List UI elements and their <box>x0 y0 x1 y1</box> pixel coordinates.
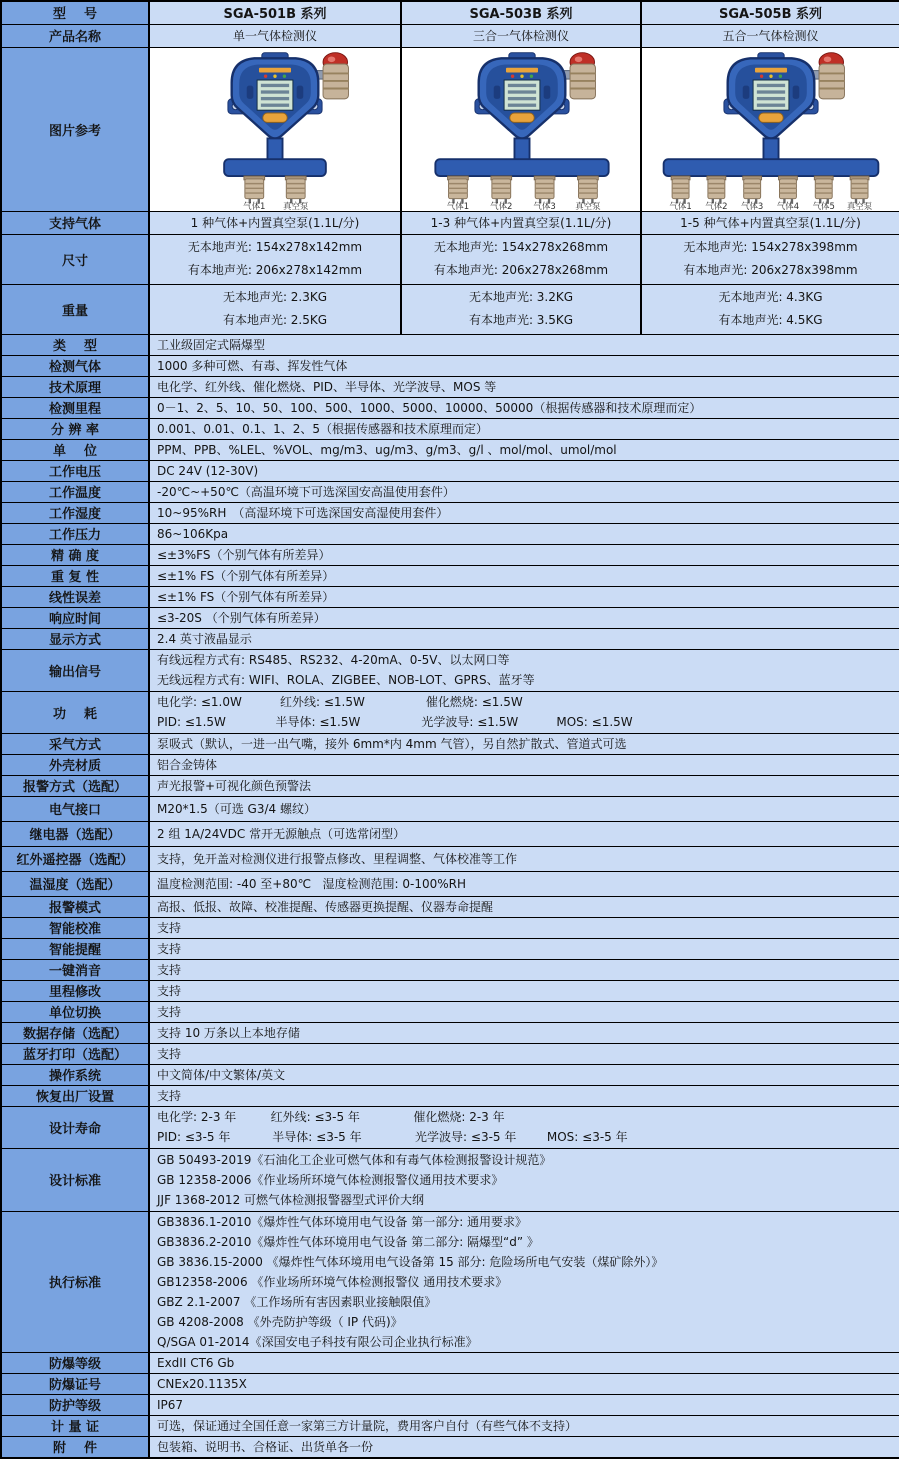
spec-row-repeatability <box>1 565 899 586</box>
spec-row-housing <box>1 754 899 775</box>
spec-row-factory-reset <box>1 1085 899 1106</box>
spec-row-design-life <box>1 1106 899 1148</box>
spec-label: 外壳材质 <box>1 754 149 775</box>
spec-row-units <box>1 439 899 460</box>
size-line: 无本地声光: 154x278x268mm <box>433 240 609 254</box>
spec-value-line: GB 3836.15-2000 《爆炸性气体环境用电气设备第 15 部分: 危险场所电气安装（煤矿除外）》 <box>157 1254 664 1269</box>
spec-value: ≤±3%FS（个别气体有所差异） <box>149 544 899 565</box>
spec-value: ≤±1% FS（个别气体有所差异） <box>149 586 899 607</box>
spec-value: PPM、PPB、%LEL、%VOL、mg/m3、ug/m3、g/m3、g/l 、mol/mol、umol/mol <box>149 439 899 460</box>
spec-value: 可选，保证通过全国任意一家第三方计量院，费用客户自付（有些气体不支持） <box>149 1415 899 1436</box>
spec-label: 温湿度（选配） <box>1 871 149 896</box>
spec-label: 类 型 <box>1 334 149 355</box>
spec-label: 计 量 证 <box>1 1415 149 1436</box>
spec-value: 中文简体/中文繁体/英文 <box>149 1064 899 1085</box>
sensor-label: 真空泵 <box>846 201 872 210</box>
spec-value-line: GBZ 2.1-2007 《工作场所有害因素职业接触限值》 <box>157 1294 437 1309</box>
spec-value: DC 24V (12-30V) <box>149 460 899 481</box>
spec-row-design-standards <box>1 1148 899 1211</box>
spec-value: 泵吸式（默认，一进一出气嘴，接外 6mm*内 4mm 气管），另自然扩散式、管道式可选 <box>149 733 899 754</box>
spec-value: IP67 <box>149 1394 899 1415</box>
spec-label: 防爆证号 <box>1 1373 149 1394</box>
gas-cell-2: 1-3 种气体+内置真空泵(1.1L/分) <box>401 211 641 234</box>
size-line: 有本地声光: 206x278x142mm <box>187 263 363 277</box>
spec-label: 操作系统 <box>1 1064 149 1085</box>
spec-label: 支持气体 <box>1 211 149 234</box>
spec-label: 显示方式 <box>1 628 149 649</box>
spec-label: 防爆等级 <box>1 1352 149 1373</box>
spec-value: 声光报警+可视化颜色预警法 <box>149 775 899 796</box>
spec-row-ir-remote <box>1 846 899 871</box>
spec-value-line: PID: ≤3-5 年 半导体: ≤3-5 年 光学波导: ≤3-5 年 MOS: ≤3-5 年 <box>157 1130 628 1144</box>
spec-value: 支持 <box>149 917 899 938</box>
spec-row-temp <box>1 481 899 502</box>
gas-cell-3: 1-5 种气体+内置真空泵(1.1L/分) <box>641 211 899 234</box>
sensor-label: 气体4 <box>776 201 799 210</box>
spec-value-line: 无线远程方式有: WIFI、ROLA、ZIGBEE、NOB-LOT、GPRS、蓝牙等 <box>157 673 535 687</box>
spec-row-bt-print <box>1 1043 899 1064</box>
product-cell-1: 单一气体检测仪 <box>149 24 401 47</box>
spec-row-sampling <box>1 733 899 754</box>
spec-value: 支持 <box>149 959 899 980</box>
spec-row-range <box>1 397 899 418</box>
spec-row-electrical-port <box>1 796 899 821</box>
spec-row-alarm-modes <box>1 896 899 917</box>
alarm-beacon <box>570 53 595 99</box>
spec-value: 包装箱、说明书、合格证、出货单各一份 <box>149 1436 899 1458</box>
weight-cell-2 <box>401 284 641 334</box>
spec-label: 设计标准 <box>1 1148 149 1211</box>
spec-label: 恢复出厂设置 <box>1 1085 149 1106</box>
spec-value: 支持 <box>149 1043 899 1064</box>
product-row-label: 产品名称 <box>1 24 149 47</box>
spec-label: 精 确 度 <box>1 544 149 565</box>
spec-row-data-storage <box>1 1022 899 1043</box>
spec-label: 里程修改 <box>1 980 149 1001</box>
spec-value: ExdII CT6 Gb <box>149 1352 899 1373</box>
spec-value: 0－1、2、5、10、50、100、500、1000、5000、10000、50000（根据传感器和技术原理而定） <box>149 397 899 418</box>
spec-value-line: GB 50493-2019《石油化工企业可燃气体和有毒气体检测报警设计规范》 <box>157 1152 552 1167</box>
alarm-beacon <box>819 53 844 99</box>
weight-line: 有本地声光: 3.5KG <box>468 313 574 327</box>
spec-value: 2.4 英寸液晶显示 <box>149 628 899 649</box>
spec-label: 单 位 <box>1 439 149 460</box>
spec-label: 智能提醒 <box>1 938 149 959</box>
sensor-label: 气体1 <box>243 201 266 210</box>
product-cell-3: 五合一气体检测仪 <box>641 24 899 47</box>
spec-row-metrology-cert <box>1 1415 899 1436</box>
spec-row-alarm-method <box>1 775 899 796</box>
spec-label: 报警方式（选配） <box>1 775 149 796</box>
spec-row-accessories <box>1 1436 899 1458</box>
spec-row-execution-standards <box>1 1211 899 1352</box>
spec-value: 温度检测范围: -40 至+80℃ 湿度检测范围: 0-100%RH <box>149 871 899 896</box>
spec-value-line: 电化学: ≤1.0W 红外线: ≤1.5W 催化燃烧: ≤1.5W <box>157 695 523 709</box>
spec-value: 支持，免开盖对检测仪进行报警点修改、里程调整、气体校准等工作 <box>149 846 899 871</box>
spec-value-line: GB 4208-2008 《外壳防护等级（ IP 代码)》 <box>157 1314 403 1329</box>
spec-row-resolution <box>1 418 899 439</box>
spec-label: 附 件 <box>1 1436 149 1458</box>
spec-value-line: PID: ≤1.5W 半导体: ≤1.5W 光学波导: ≤1.5W MOS: ≤1.5W <box>157 715 633 729</box>
weight-line: 无本地声光: 4.3KG <box>718 290 823 304</box>
spec-value-line: 电化学: 2-3 年 红外线: ≤3-5 年 催化燃烧: 2-3 年 <box>157 1110 505 1124</box>
spec-value: 电化学、红外线、催化燃烧、PID、半导体、光学波导、MOS 等 <box>149 376 899 397</box>
spec-value: M20*1.5（可选 G3/4 螺纹） <box>149 796 899 821</box>
spec-label: 蓝牙打印（选配） <box>1 1043 149 1064</box>
spec-label: 工作湿度 <box>1 502 149 523</box>
spec-label: 技术原理 <box>1 376 149 397</box>
spec-row-detect-gases <box>1 355 899 376</box>
spec-value: ≤3-20S （个别气体有所差异） <box>149 607 899 628</box>
sensor-label: 气体2 <box>704 201 728 210</box>
size-cell-3 <box>641 234 899 284</box>
product-image-single-gas <box>155 48 395 210</box>
spec-row-accuracy <box>1 544 899 565</box>
spec-label: 检测气体 <box>1 355 149 376</box>
spec-row-mute-button <box>1 959 899 980</box>
spec-value: 支持 <box>149 1001 899 1022</box>
weight-line: 无本地声光: 3.2KG <box>468 290 574 304</box>
spec-value-line: Q/SGA 01-2014《深国安电子科技有限公司企业执行标准》 <box>157 1334 478 1349</box>
spec-label: 执行标准 <box>1 1211 149 1352</box>
spec-value-line: JJF 1368-2012 可燃气体检测报警器型式评价大纲 <box>157 1192 425 1207</box>
spec-value: 铝合金铸体 <box>149 754 899 775</box>
product-image-cell-1 <box>149 47 401 211</box>
product-image-cell-2 <box>401 47 641 211</box>
size-cell-2 <box>401 234 641 284</box>
weight-line: 有本地声光: 4.5KG <box>718 313 823 327</box>
size-row <box>1 234 899 284</box>
spec-row-type <box>1 334 899 355</box>
model-cell-3: SGA-505B 系列 <box>641 1 899 24</box>
alarm-beacon <box>323 53 348 99</box>
weight-line: 无本地声光: 2.3KG <box>222 290 328 304</box>
spec-label: 分 辨 率 <box>1 418 149 439</box>
spec-row-ex-rating <box>1 1352 899 1373</box>
sensor-label: 真空泵 <box>575 201 601 210</box>
spec-value: 高报、低报、故障、校准提醒、传感器更换提醒、仪器寿命提醒 <box>149 896 899 917</box>
spec-value: 1000 多种可燃、有毒、挥发性气体 <box>149 355 899 376</box>
spec-value <box>149 1211 899 1352</box>
spec-row-principle <box>1 376 899 397</box>
spec-label: 一键消音 <box>1 959 149 980</box>
spec-label: 功 耗 <box>1 691 149 733</box>
spec-value-line: 有线远程方式有: RS485、RS232、4-20mA、0-5V、以太网口等 <box>157 653 510 667</box>
spec-label: 采气方式 <box>1 733 149 754</box>
spec-label: 线性误差 <box>1 586 149 607</box>
spec-row-voltage <box>1 460 899 481</box>
spec-value: 支持 10 万条以上本地存储 <box>149 1022 899 1043</box>
sensor-label: 气体1 <box>668 201 692 210</box>
spec-value <box>149 649 899 691</box>
spec-row-ex-cert <box>1 1373 899 1394</box>
model-cell-2: SGA-503B 系列 <box>401 1 641 24</box>
image-row-label: 图片参考 <box>1 47 149 211</box>
sensor-manifold <box>663 138 878 210</box>
size-line: 无本地声光: 154x278x398mm <box>683 240 858 254</box>
spec-row-smart-calibration <box>1 917 899 938</box>
spec-label: 重量 <box>1 284 149 334</box>
sensor-label: 真空泵 <box>283 201 309 210</box>
spec-label: 单位切换 <box>1 1001 149 1022</box>
spec-row-pressure <box>1 523 899 544</box>
spec-label: 重 复 性 <box>1 565 149 586</box>
weight-cell-3 <box>641 284 899 334</box>
spec-value-line: GB3836.2-2010《爆炸性气体环境用电气设备 第二部分: 隔爆型“d” 》 <box>157 1234 539 1249</box>
spec-value <box>149 1106 899 1148</box>
product-image-three-gas <box>402 48 641 210</box>
spec-row-output-signal <box>1 649 899 691</box>
spec-value: 支持 <box>149 1085 899 1106</box>
gas-cell-1: 1 种气体+内置真空泵(1.1L/分) <box>149 211 401 234</box>
product-image-five-gas <box>651 48 891 210</box>
sensor-manifold <box>224 138 326 210</box>
image-row <box>1 47 899 211</box>
spec-row-unit-switch <box>1 1001 899 1022</box>
spec-label: 工作电压 <box>1 460 149 481</box>
spec-value: ≤±1% FS（个别气体有所差异） <box>149 565 899 586</box>
spec-value <box>149 691 899 733</box>
weight-cell-1 <box>149 284 401 334</box>
product-image-cell-3 <box>641 47 899 211</box>
spec-label: 响应时间 <box>1 607 149 628</box>
size-cell-1 <box>149 234 401 284</box>
spec-row-linearity <box>1 586 899 607</box>
product-name-row <box>1 24 899 47</box>
spec-value-line: GB3836.1-2010《爆炸性气体环境用电气设备 第一部分: 通用要求》 <box>157 1214 528 1229</box>
spec-row-smart-reminder <box>1 938 899 959</box>
spec-row-display <box>1 628 899 649</box>
product-cell-2: 三合一气体检测仪 <box>401 24 641 47</box>
spec-label: 智能校准 <box>1 917 149 938</box>
size-line: 无本地声光: 154x278x142mm <box>187 240 363 254</box>
spec-value: 0.001、0.01、0.1、1、2、5（根据传感器和技术原理而定） <box>149 418 899 439</box>
spec-value: CNEx20.1135X <box>149 1373 899 1394</box>
weight-line: 有本地声光: 2.5KG <box>222 313 328 327</box>
spec-row-temp-humidity-option <box>1 871 899 896</box>
spec-value-line: GB 12358-2006《作业场所环境气体检测报警仪通用技术要求》 <box>157 1172 504 1187</box>
spec-value-line: GB12358-2006 《作业场所环境气体检测报警仪 通用技术要求》 <box>157 1274 508 1289</box>
spec-label: 检测里程 <box>1 397 149 418</box>
spec-label: 红外遥控器（选配） <box>1 846 149 871</box>
spec-label: 输出信号 <box>1 649 149 691</box>
spec-row-os <box>1 1064 899 1085</box>
spec-row-humidity <box>1 502 899 523</box>
size-line: 有本地声光: 206x278x398mm <box>683 263 858 277</box>
spec-label: 防护等级 <box>1 1394 149 1415</box>
spec-row-response-time <box>1 607 899 628</box>
spec-label: 继电器（选配） <box>1 821 149 846</box>
spec-value: 支持 <box>149 938 899 959</box>
size-line: 有本地声光: 206x278x268mm <box>433 263 609 277</box>
spec-label: 尺寸 <box>1 234 149 284</box>
detector-head <box>475 53 573 139</box>
sensor-manifold <box>435 138 608 210</box>
spec-row-relay <box>1 821 899 846</box>
sensor-label: 气体1 <box>446 201 470 210</box>
spec-label: 设计寿命 <box>1 1106 149 1148</box>
spec-row-power <box>1 691 899 733</box>
spec-label: 报警模式 <box>1 896 149 917</box>
spec-label: 电气接口 <box>1 796 149 821</box>
spec-value: 10~95%RH （高湿环境下可选深国安高湿使用套件） <box>149 502 899 523</box>
spec-label: 数据存储（选配） <box>1 1022 149 1043</box>
sensor-label: 气体2 <box>490 201 513 210</box>
spec-label: 工作温度 <box>1 481 149 502</box>
model-cell-1: SGA-501B 系列 <box>149 1 401 24</box>
spec-value: 支持 <box>149 980 899 1001</box>
spec-value: 86~106Kpa <box>149 523 899 544</box>
spec-value <box>149 1148 899 1211</box>
sensor-label: 气体5 <box>812 201 835 210</box>
sensor-label: 气体3 <box>740 201 763 210</box>
supported-gas-row <box>1 211 899 234</box>
spec-value: 工业级固定式隔爆型 <box>149 334 899 355</box>
spec-value: -20℃~+50℃（高温环境下可选深国安高温使用套件） <box>149 481 899 502</box>
detector-head <box>228 53 326 139</box>
spec-row-range-modify <box>1 980 899 1001</box>
spec-value: 2 组 1A/24VDC 常开无源触点（可选常闭型） <box>149 821 899 846</box>
sensor-label: 气体3 <box>533 201 556 210</box>
model-row <box>1 1 899 24</box>
weight-row <box>1 284 899 334</box>
detector-head <box>723 53 821 139</box>
spec-label: 工作压力 <box>1 523 149 544</box>
spec-row-ip-rating <box>1 1394 899 1415</box>
model-row-label: 型 号 <box>1 1 149 24</box>
